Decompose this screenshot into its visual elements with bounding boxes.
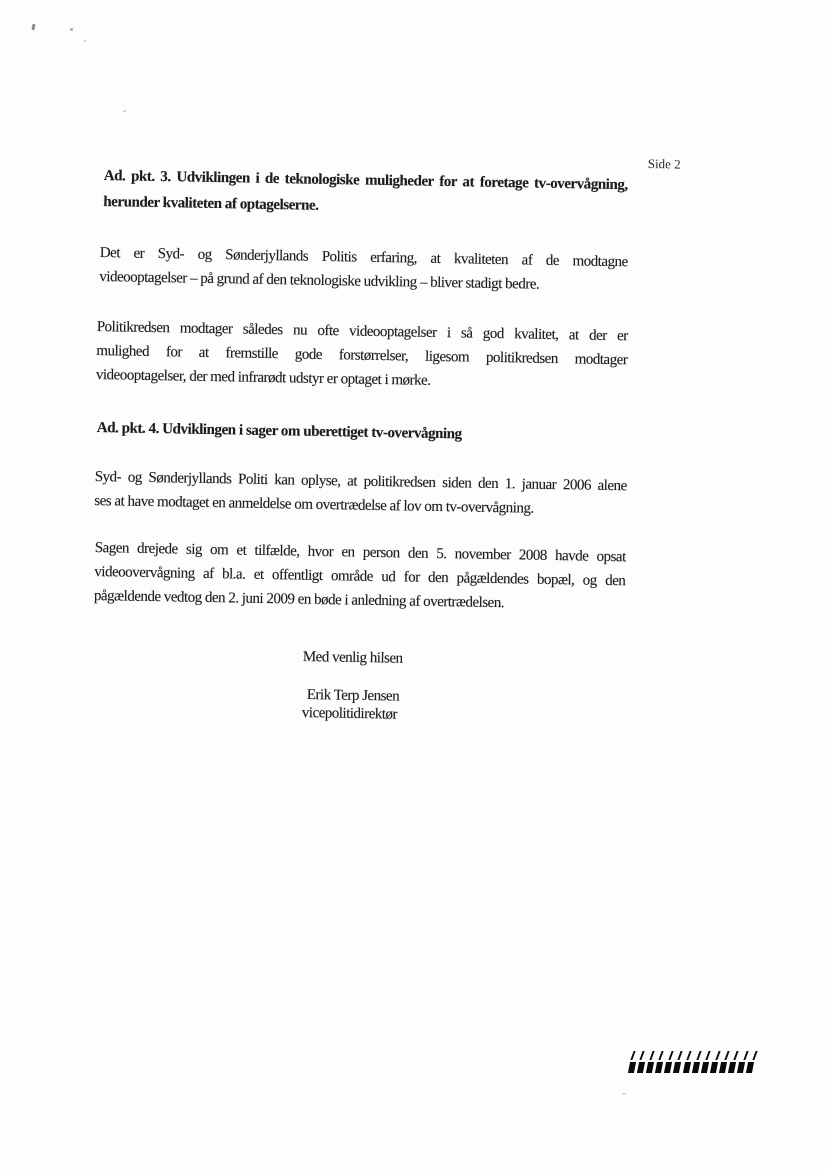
paragraph-line: videoovervågning af bl.a. et offentligt område ud for den pågældendes bopæl, og den: [94, 563, 626, 590]
paragraph-report: [94, 465, 627, 522]
fax-copy-marks: [629, 1050, 769, 1073]
scan-speck: [622, 1093, 626, 1095]
heading-line: herunder kvaliteten af optagelserne.: [103, 193, 319, 214]
paragraph-line: Det er Syd- og Sønderjyllands Politis erfaring, at kvaliteten af de modtagne: [99, 244, 628, 271]
paragraph-experience: [99, 241, 628, 298]
scan-speck: [123, 110, 126, 112]
paragraph-line: Politikredsen modtager således nu ofte videooptagelser i så god kvalitet, at der er: [96, 318, 628, 345]
section-heading-pkt3: [103, 164, 628, 224]
scan-speck: [31, 24, 35, 30]
page-number: Side 2: [647, 155, 681, 172]
scan-speck: [84, 40, 86, 42]
paragraph-line: Syd- og Sønderjyllands Politi kan oplyse, at politikredsen siden den 1. januar 2006 alene: [94, 468, 627, 495]
paragraph-line: Sagen drejede sig om et tilfælde, hvor en person den 5. november 2008 havde opsat: [94, 539, 626, 566]
signature-name: Erik Terp Jensen: [306, 686, 400, 705]
heading-line: Ad. pkt. 4. Udviklingen i sager om uberettiget tv-overvågning: [96, 419, 462, 443]
signature-closing: Med venlig hilsen: [302, 648, 403, 667]
fax-marks-thick-row: [629, 1061, 769, 1073]
fax-marks-thin-row: [632, 1050, 769, 1060]
paragraph-quality: [96, 315, 628, 396]
section-heading-pkt4: [97, 416, 628, 451]
paragraph-line: ses at have modtaget en anmeldelse om overtrædelse af lov om tv-overvågning.: [94, 492, 534, 517]
paragraph-case: [94, 536, 626, 617]
heading-line: Ad. pkt. 3. Udviklingen i de teknologiske muligheder for at foretage tv-overvågning,: [103, 167, 628, 194]
paragraph-line: videooptagelser – på grund af den teknologiske udvikling – bliver stadigt bedre.: [99, 268, 540, 293]
signature-title: vicepolitidirektør: [301, 704, 398, 723]
paragraph-line: mulighed for at fremstille gode forstørrelser, ligesom politikredsen modtager: [96, 342, 628, 369]
paragraph-line: videooptagelser, der med infrarødt udstyr er optaget i mørke.: [95, 366, 431, 389]
scan-speck: [70, 28, 73, 31]
paragraph-line: pågældende vedtog den 2. juni 2009 en bøde i anledning af overtrædelsen.: [93, 587, 505, 612]
